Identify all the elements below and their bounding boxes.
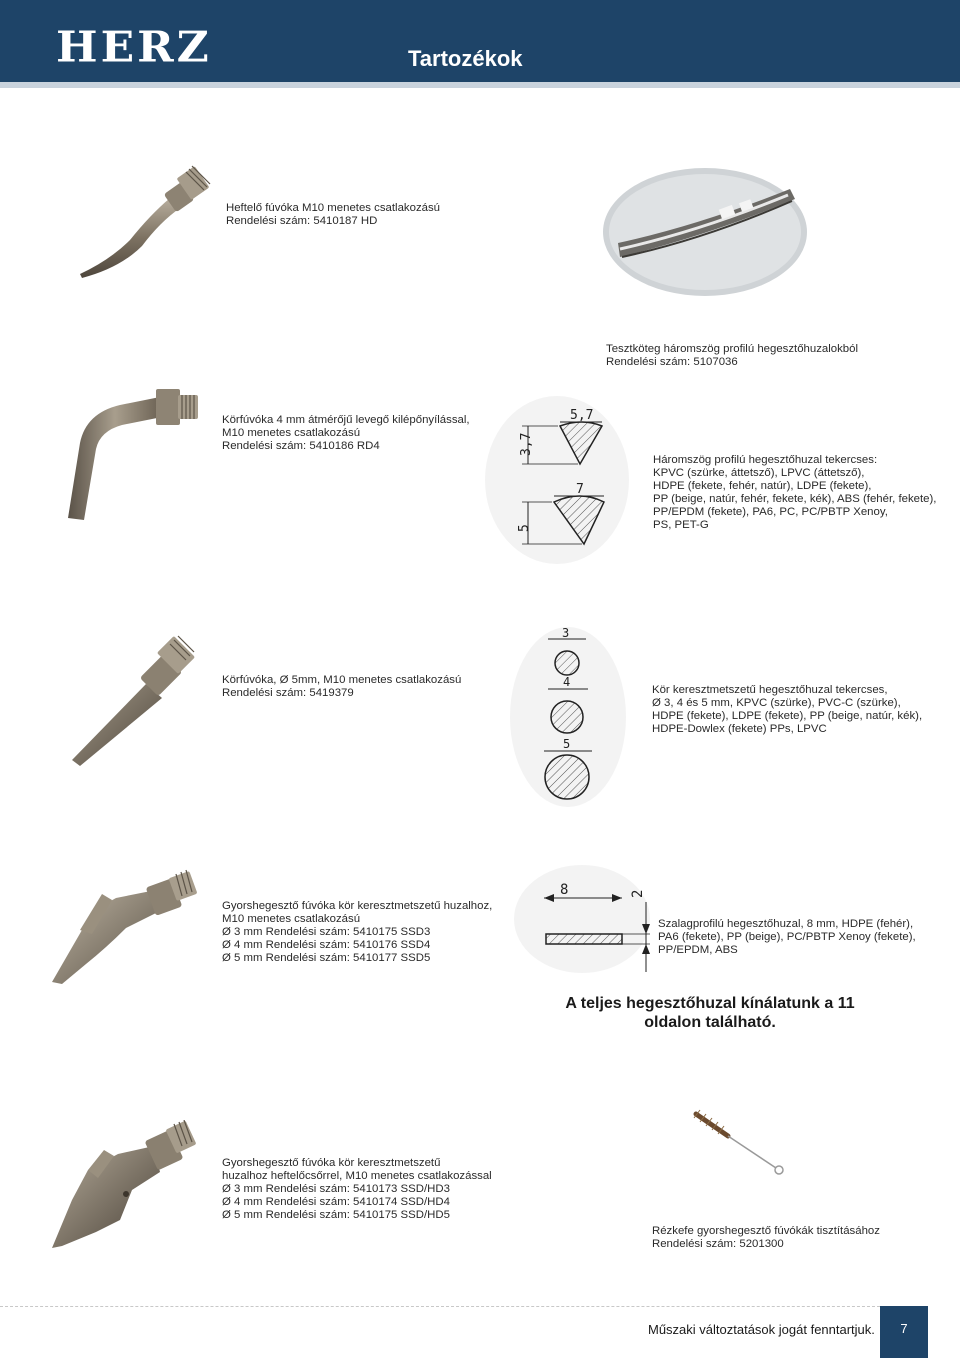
page-title: Tartozékok (408, 46, 523, 71)
round-nozzle-4mm-photo (60, 383, 210, 523)
svg-text:2: 2 (630, 889, 646, 898)
item-speed-welding-nozzle: Gyorshegesztő fúvóka kör keresztmetszetű huzalhoz, M10 menetes csatlakozású Ø 3 mm Rendelési szám: 5410175 SSD3 Ø 4 mm Rendelési szám: 5410176 SSD4 Ø 5 mm Rendelési szám: 5410177 SSD5 (222, 900, 493, 964)
svg-text:8: 8 (560, 882, 569, 898)
item-test-bundle: Tesztköteg háromszög profilú hegesztőhuzalokból Rendelési szám: 5107036 (606, 343, 859, 368)
item-round-wire: Kör keresztmetszetű hegesztőhuzal tekercses, Ø 3, 4 és 5 mm, KPVC (szürke), PVC-C (szürke), HDPE (fekete), LDPE (fekete), PP (beige, natúr, kék), HDPE-Dowlex (fekete) PPs, LPVC (652, 684, 923, 735)
speed-tack-nozzle-photo (48, 1120, 198, 1255)
svg-text:3,7: 3,7 (519, 432, 534, 456)
item-band-wire: Szalagprofilú hegesztőhuzal, 8 mm, HDPE (fehér), PA6 (fekete), PP (beige), PC/PBTP Xenoy (fekete), PP/EPDM, ABS (658, 918, 916, 956)
item-triangle-wire: Háromszög profilú hegesztőhuzal tekercses: KPVC (szürke, áttetsző), LPVC (áttetsző), HDPE (fekete, fehér, natúr), LDPE (fekete), PP (beige, natúr, fehér, fekete, kék), ABS (fehér, fekete), PP/EPDM (fekete), PA6, PC, PC/PBTP Xenoy, PS, PET-G (653, 454, 937, 531)
round-nozzle-5mm-photo (66, 632, 206, 767)
item-round-nozzle-5mm: Körfúvóka, Ø 5mm, M10 menetes csatlakozású Rendelési szám: 5419379 (222, 674, 462, 699)
svg-text:7: 7 (576, 482, 584, 497)
item-tack-nozzle: Heftelő fúvóka M10 menetes csatlakozású Rendelési szám: 5410187 HD (226, 202, 441, 227)
item-round-nozzle-4mm: Körfúvóka 4 mm átmérőjű levegő kilépőnyílással, M10 menetes csatlakozású Rendelési szám: 5410186 RD4 (222, 414, 470, 452)
svg-text:4: 4 (563, 675, 571, 689)
svg-text:5: 5 (563, 737, 571, 751)
catalog-callout: A teljes hegesztőhuzal kínálatunk a 11 oldalon található. (565, 995, 855, 1031)
page-header (0, 0, 960, 88)
herz-logo: HERZ (56, 23, 212, 72)
svg-text:5: 5 (517, 524, 532, 532)
item-speed-tack-nozzle: Gyorshegesztő fúvóka kör keresztmetszetű huzalhoz heftelőcsőrrel, M10 menetes csatlakozással Ø 3 mm Rendelési szám: 5410173 SSD/HD3 Ø 4 mm Rendelési szám: 5410174 SSD/HD4 Ø 5 mm Rendelési szám: 5410175 SSD/HD5 (222, 1157, 492, 1221)
speed-welding-nozzle-photo (46, 868, 206, 988)
footer-note: Műszaki változtatások jogát fenntartjuk. (648, 1322, 875, 1337)
test-bundle-photo (600, 165, 810, 300)
page-number: 7 (880, 1306, 928, 1358)
round-profile-drawing (508, 625, 628, 810)
svg-text:5,7: 5,7 (570, 408, 594, 423)
brass-brush-photo (690, 1108, 790, 1178)
band-profile-drawing (512, 862, 652, 977)
svg-text:3: 3 (562, 626, 570, 640)
triangle-profile-drawing (482, 392, 632, 567)
tack-nozzle-photo (70, 160, 220, 280)
footer-divider (0, 1306, 880, 1307)
item-brass-brush: Rézkefe gyorshegesztő fúvókák tisztításához Rendelési szám: 5201300 (652, 1225, 880, 1250)
